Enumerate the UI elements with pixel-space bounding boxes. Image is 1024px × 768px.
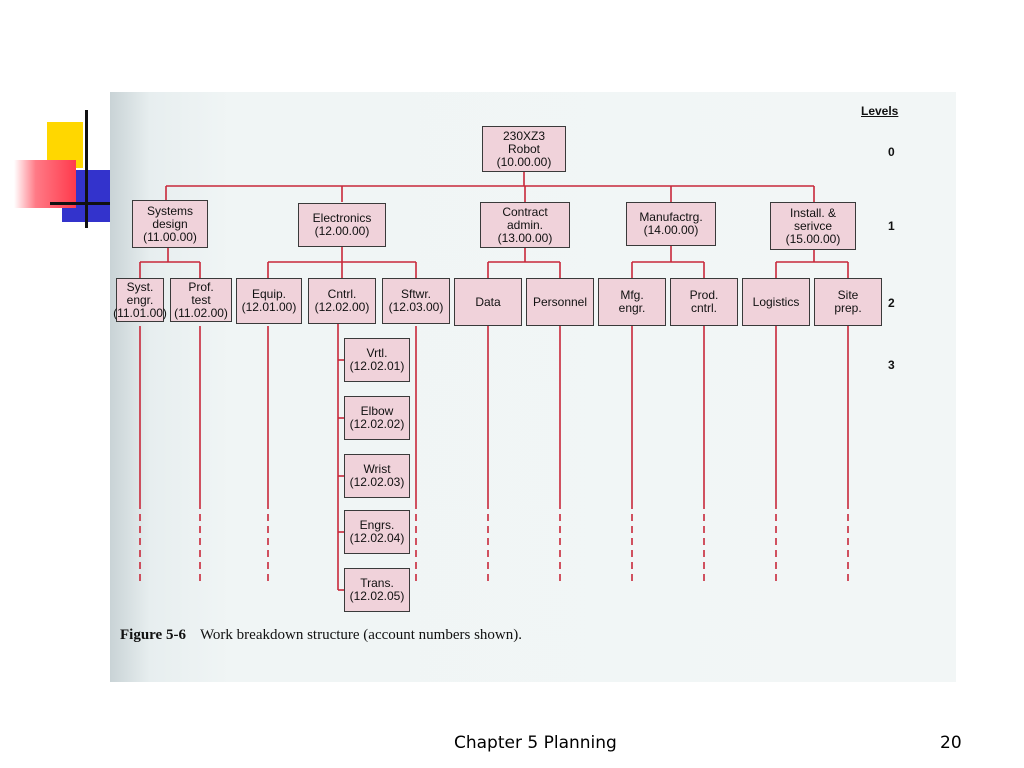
wbs-node-engrs — [344, 510, 410, 554]
node-line: Mfg. — [620, 288, 644, 302]
node-line: test — [191, 292, 211, 307]
node-line: Vrtl. — [366, 346, 388, 360]
node-line: (11.00.00) — [143, 229, 197, 244]
node-line: (12.03.00) — [388, 300, 444, 314]
node-line: Syst. — [126, 279, 154, 294]
node-line: design — [152, 216, 188, 231]
figure-caption-text: Work breakdown structure (account numbers shown). — [199, 627, 522, 643]
wbs-node-vrtl — [344, 338, 410, 382]
node-line: Trans. — [360, 576, 394, 590]
wbs-node-logistics — [742, 278, 810, 326]
wbs-node-install-service — [770, 202, 856, 250]
node-line: (12.02.04) — [349, 531, 405, 545]
wbs-node-cntrl — [308, 278, 376, 324]
level-3-label: 3 — [888, 358, 895, 372]
figure-image — [110, 92, 956, 682]
levels-heading: Levels — [861, 104, 899, 118]
node-line: Robot — [507, 141, 541, 156]
node-line: (12.02.05) — [349, 589, 405, 603]
wbs-node-systems-design — [132, 200, 208, 248]
node-line: (12.02.03) — [349, 475, 405, 489]
node-line: cntrl. — [690, 301, 717, 315]
wbs-node-site-prep — [814, 278, 882, 326]
node-line: Install. & — [789, 205, 837, 220]
node-line: Personnel — [532, 294, 588, 309]
wbs-node-robot — [482, 126, 566, 172]
node-line: Prod. — [689, 288, 719, 302]
node-line: (12.00.00) — [314, 224, 370, 238]
figure-caption-label: Figure 5-6 — [120, 627, 186, 643]
node-line: (12.01.00) — [241, 300, 297, 314]
node-line: Equip. — [251, 287, 287, 301]
figure-caption — [120, 627, 522, 644]
wbs-node-personnel — [526, 278, 594, 326]
node-line: Sftwr. — [400, 287, 431, 301]
node-line: (14.00.00) — [643, 223, 699, 237]
node-line: engr. — [618, 301, 646, 315]
wbs-node-data — [454, 278, 522, 326]
node-line: (10.00.00) — [496, 154, 552, 169]
wbs-node-equip — [236, 278, 302, 324]
node-line: (15.00.00) — [785, 231, 841, 246]
node-line: 230XZ3 — [502, 128, 546, 143]
node-line: Elbow — [360, 404, 394, 418]
wbs-node-prod-cntrl — [670, 278, 738, 326]
node-line: (12.02.02) — [349, 417, 405, 431]
wbs-node-mfg-engr — [598, 278, 666, 326]
wbs-node-trans — [344, 568, 410, 612]
node-line: Data — [475, 294, 501, 309]
node-line: engr. — [126, 292, 154, 307]
wbs-node-prof-test — [170, 278, 232, 322]
node-line: Site — [837, 288, 859, 302]
level-2-label: 2 — [888, 296, 895, 310]
node-line: Cntrl. — [327, 287, 357, 301]
wbs-node-manufacturing — [626, 202, 716, 246]
wbs-node-wrist — [344, 454, 410, 498]
level-0-label: 0 — [888, 145, 895, 159]
decor-horizontal-line — [50, 202, 110, 205]
decor-red-square — [14, 160, 76, 208]
node-line: (11.01.00) — [113, 305, 167, 320]
node-line: (12.02.01) — [349, 359, 405, 373]
node-line: Systems — [146, 203, 193, 218]
wbs-node-sftwr — [382, 278, 450, 324]
node-line: Logistics — [752, 294, 800, 309]
footer-title: Chapter 5 Planning — [454, 733, 617, 753]
wbs-node-electronics — [298, 203, 386, 247]
level-1-label: 1 — [888, 219, 895, 233]
node-line: serivce — [793, 218, 832, 233]
node-line: (12.02.00) — [314, 300, 370, 314]
wbs-node-syst-engr — [113, 278, 167, 322]
node-line: Contract — [502, 204, 548, 219]
wbs-node-contract-admin — [480, 202, 570, 248]
node-line: Manufactrg. — [639, 210, 703, 224]
wbs-node-elbow — [344, 396, 410, 440]
node-line: Wrist — [363, 462, 391, 476]
node-line: (13.00.00) — [497, 230, 553, 245]
node-line: admin. — [506, 217, 544, 232]
node-line: prep. — [834, 301, 862, 315]
decor-vertical-line — [85, 110, 88, 228]
connector-lines — [110, 92, 956, 682]
node-line: Prof. — [188, 279, 214, 294]
slide-number: 20 — [940, 733, 962, 753]
node-line: Electronics — [312, 211, 372, 225]
node-line: Engrs. — [359, 518, 395, 532]
node-line: (11.02.00) — [174, 305, 228, 320]
